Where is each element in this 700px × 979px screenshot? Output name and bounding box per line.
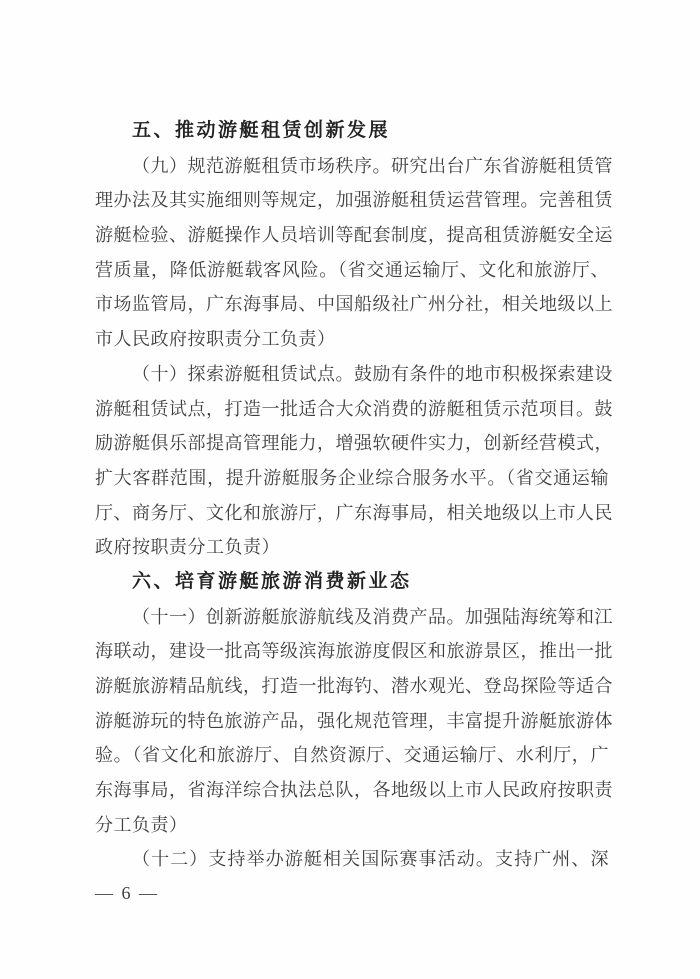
paragraph-line: 政府按职责分工负责） [95, 537, 280, 558]
paragraph-line: 游艇租赁试点，打造一批适合大众消费的游艇租赁示范项目。鼓 [95, 398, 613, 419]
paragraph-line: 游艇检验、游艇操作人员培训等配套制度，提高租赁游艇安全运 [95, 225, 613, 246]
paragraph-line: （十二）支持举办游艇相关国际赛事活动。支持广州、深 [132, 849, 610, 870]
paragraph-line: 验。（省文化和旅游厅、自然资源厅、交通运输厅、水利厅，广 [95, 745, 609, 766]
document-body [95, 114, 613, 877]
paragraph-line: 理办法及其实施细则等规定，加强游艇租赁运营管理。完善租赁 [95, 190, 613, 211]
paragraph-line: 扩大客群范围，提升游艇服务企业综合服务水平。（省交通运输 [95, 467, 609, 488]
section-heading: 六、培育游艇旅游消费新业态 [132, 570, 412, 592]
paragraph-line: 厅、商务厅、文化和旅游厅，广东海事局，相关地级以上市人民 [95, 502, 613, 523]
paragraph-lead: （十一）创新游艇旅游航线及消费产品。 [132, 606, 465, 627]
paragraph-lead: （九）规范游艇租赁市场秩序。 [132, 155, 391, 176]
paragraph-lead: （十二）支持举办游艇相关国际赛事活动。 [132, 849, 495, 870]
paragraph-line: 营质量，降低游艇载客风险。（省交通运输厅、文化和旅游厅、 [95, 259, 609, 280]
paragraph-line: 海联动，建设一批高等级滨海旅游度假区和旅游景区，推出一批 [95, 641, 613, 662]
paragraph-line: 游艇游玩的特色旅游产品，强化规范管理，丰富提升游艇旅游体 [95, 710, 613, 731]
paragraph-line: （十）探索游艇租赁试点。鼓励有条件的地市积极探索建设 [132, 363, 613, 384]
paragraph-line: 励游艇俱乐部提高管理能力，增强软硬件实力，创新经营模式， [95, 433, 613, 454]
section-heading: 五、推动游艇租赁创新发展 [132, 120, 391, 141]
paragraph-line: 市人民政府按职责分工负责） [95, 329, 336, 350]
paragraph-line: 分工负责） [95, 814, 188, 835]
paragraph-lead: （十）探索游艇租赁试点。 [132, 363, 354, 384]
paragraph-line: 游艇旅游精品航线，打造一批海钓、潜水观光、登岛探险等适合 [95, 676, 613, 696]
paragraph-line: （十一）创新游艇旅游航线及消费产品。加强陆海统筹和江 [132, 606, 613, 627]
page-number: — 6 — [95, 883, 159, 903]
paragraph-line: （九）规范游艇租赁市场秩序。研究出台广东省游艇租赁管 [132, 155, 613, 176]
paragraph-line: 市场监管局，广东海事局、中国船级社广州分社，相关地级以上 [95, 294, 613, 315]
paragraph-line: 东海事局，省海洋综合执法总队，各地级以上市人民政府按职责 [95, 780, 613, 801]
